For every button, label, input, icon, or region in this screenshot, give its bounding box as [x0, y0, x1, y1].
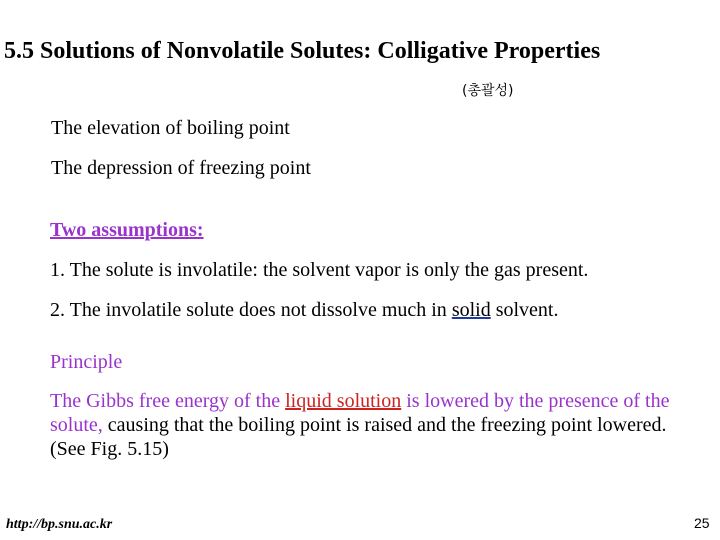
assumption-item-2 [50, 299, 559, 322]
footer-url: http://bp.snu.ac.kr [6, 517, 113, 532]
principle-heading: Principle [50, 351, 123, 373]
point-boiling: The elevation of boiling point [51, 117, 290, 139]
page-number: 25 [694, 515, 710, 531]
point-freezing: The depression of freezing point [51, 157, 311, 179]
principle-text-1: The Gibbs free energy of the [50, 390, 286, 412]
assumption-item-2-solid: solid [451, 299, 491, 321]
assumption-item-2-rest: solvent. [490, 299, 559, 321]
assumptions-heading: Two assumptions: [50, 219, 204, 241]
slide-title: 5.5 Solutions of Nonvolatile Solutes: Colligative Properties [4, 38, 601, 64]
assumption-item-2-text: 2. The involatile solute does not dissolve much in [50, 299, 452, 321]
principle-text-2: is lowered by the presence of the solute, [50, 390, 670, 436]
principle-paragraph [50, 389, 690, 461]
assumption-item-1: 1. The solute is involatile: the solvent vapor is only the gas present. [50, 259, 589, 281]
principle-text-3: causing that the boiling point is raised and the freezing point lowered. (See Fig. 5.15) [50, 414, 667, 460]
principle-liquid-solution: liquid solution [285, 390, 402, 412]
slide-subtitle: (총괄성) [462, 83, 514, 99]
